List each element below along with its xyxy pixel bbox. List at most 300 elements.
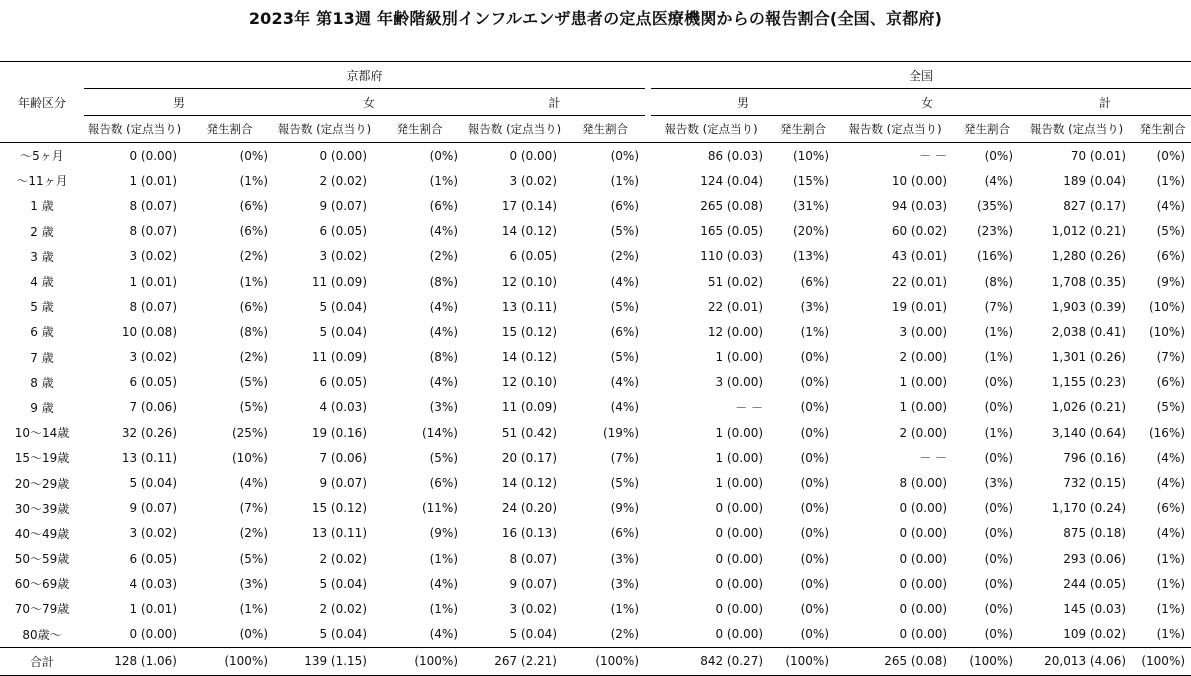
ratio-cell: (0%) [984, 501, 1014, 516]
age-cell: 15～19歳 [14, 451, 70, 466]
table-row [0, 596, 1191, 621]
report-count-cell: 5 (0.04) [319, 299, 367, 314]
ratio-cell: (100%) [1134, 647, 1191, 675]
age-cell: 2 歳 [30, 224, 54, 239]
age-header-top [0, 62, 84, 89]
report-count-cell: 265 (0.08) [700, 198, 764, 213]
ratio-cell: (16%) [1148, 425, 1186, 440]
report-count-cell: 11 (0.09) [311, 350, 367, 365]
ratio-cell: (7%) [239, 501, 268, 516]
report-count-cell: 0 (0.00) [899, 576, 948, 591]
ratio-cell: (4%) [429, 224, 458, 239]
report-count-cell: 1 (0.00) [715, 350, 764, 365]
region-header-kyoto: 京都府 [84, 62, 645, 89]
ratio-cell: (0%) [800, 576, 830, 591]
sex-header-total: 計 [464, 89, 645, 116]
ratio-cell: (0%) [239, 148, 268, 163]
report-count-cell: 2,038 (0.41) [1051, 324, 1127, 339]
report-count-header: 報告数 (定点当り) [84, 116, 185, 143]
ratio-cell: (0%) [429, 148, 458, 163]
report-count-cell: 1 (0.01) [129, 274, 177, 289]
ratio-cell: (2%) [429, 249, 458, 264]
ratio-header: 発生割合 [771, 116, 835, 143]
ratio-cell: (0%) [610, 148, 640, 163]
table-row [0, 370, 1191, 395]
ratio-cell: (1%) [1156, 601, 1186, 616]
table-row [0, 219, 1191, 244]
ratio-cell: (23%) [976, 224, 1014, 239]
table-row [0, 294, 1191, 319]
report-count-cell: 14 (0.12) [501, 476, 557, 491]
report-count-cell: 3,140 (0.64) [1051, 425, 1127, 440]
report-count-cell: 0 (0.00) [129, 148, 177, 163]
table-row [0, 193, 1191, 218]
age-cell: 8 歳 [30, 375, 54, 390]
report-count-cell: 5 (0.04) [319, 627, 367, 642]
ratio-cell: (20%) [792, 224, 830, 239]
report-count-cell: 109 (0.02) [1063, 627, 1127, 642]
report-count-cell: 1,170 (0.24) [1051, 501, 1127, 516]
ratio-cell: (1%) [1156, 173, 1186, 188]
report-count-header: 報告数 (定点当り) [274, 116, 375, 143]
report-count-cell: 0 (0.00) [715, 601, 764, 616]
report-count-cell: 1 (0.00) [715, 476, 764, 491]
ratio-cell: (4%) [1156, 476, 1186, 491]
report-count-cell: 22 (0.01) [707, 299, 764, 314]
report-count-cell: 1,012 (0.21) [1051, 224, 1127, 239]
ratio-cell: (100%) [771, 647, 835, 675]
report-count-cell: 19 (0.01) [891, 299, 948, 314]
ratio-cell: (1%) [610, 601, 640, 616]
report-count-cell: 51 (0.02) [707, 274, 764, 289]
ratio-cell: (0%) [984, 450, 1014, 465]
age-cell: ～5ヶ月 [20, 149, 64, 164]
report-count-cell: 732 (0.15) [1063, 476, 1127, 491]
report-count-cell: 9 (0.07) [509, 576, 557, 591]
ratio-cell: (3%) [610, 576, 640, 591]
ratio-cell: (100%) [955, 647, 1019, 675]
ratio-cell: (0%) [800, 476, 830, 491]
report-count-cell: 1,708 (0.35) [1051, 274, 1127, 289]
age-cell: 7 歳 [30, 350, 54, 365]
ratio-cell: (1%) [239, 274, 268, 289]
ratio-cell: (0%) [984, 400, 1014, 415]
ratio-cell: (35%) [976, 198, 1014, 213]
age-cell: 20～29歳 [14, 476, 70, 491]
page-title: 2023年 第13週 年齢階級別インフルエンザ患者の定点医療機関からの報告割合(全国、京都府) [248, 9, 943, 28]
ratio-cell: (8%) [429, 350, 458, 365]
ratio-cell: (8%) [429, 274, 458, 289]
sex-header-female: 女 [835, 89, 1019, 116]
ratio-cell: (1%) [239, 173, 268, 188]
sex-header-total: 計 [1019, 89, 1191, 116]
ratio-cell: (3%) [610, 551, 640, 566]
report-count-cell: 5 (0.04) [319, 324, 367, 339]
report-count-cell: 0 (0.00) [899, 501, 948, 516]
ratio-cell: (9%) [429, 526, 458, 541]
ratio-cell: (4%) [610, 400, 640, 415]
report-count-cell: 12 (0.00) [707, 324, 764, 339]
report-count-cell: 3 (0.00) [899, 324, 948, 339]
report-count-cell: 139 (1.15) [274, 647, 375, 675]
ratio-cell: (0%) [984, 601, 1014, 616]
report-count-header: 報告数 (定点当り) [651, 116, 771, 143]
table-row [0, 395, 1191, 420]
ratio-cell: (7%) [1156, 350, 1186, 365]
report-count-cell: 6 (0.05) [129, 551, 177, 566]
ratio-cell: (0%) [984, 148, 1014, 163]
report-count-cell: 1,903 (0.39) [1051, 299, 1127, 314]
ratio-cell: (25%) [231, 425, 268, 440]
report-count-cell: － － [735, 400, 764, 415]
report-count-cell: 86 (0.03) [707, 148, 764, 163]
report-count-cell: 0 (0.00) [899, 627, 948, 642]
ratio-cell: (6%) [610, 526, 640, 541]
age-header: 年齢区分 [17, 95, 66, 110]
report-count-cell: 9 (0.07) [319, 476, 367, 491]
ratio-cell: (100%) [565, 647, 645, 675]
report-count-cell: 15 (0.12) [311, 501, 367, 516]
report-count-cell: 16 (0.13) [501, 526, 557, 541]
report-count-cell: 0 (0.00) [715, 526, 764, 541]
report-count-cell: 7 (0.06) [319, 450, 367, 465]
report-count-header: 報告数 (定点当り) [1019, 116, 1134, 143]
sex-header-male: 男 [651, 89, 835, 116]
ratio-cell: (3%) [800, 299, 830, 314]
report-count-cell: 4 (0.03) [319, 400, 367, 415]
ratio-cell: (0%) [984, 526, 1014, 541]
report-count-cell: 1,026 (0.21) [1051, 400, 1127, 415]
ratio-cell: (1%) [429, 173, 458, 188]
report-count-cell: 265 (0.08) [835, 647, 955, 675]
ratio-cell: (6%) [800, 274, 830, 289]
report-count-cell: 19 (0.16) [311, 425, 367, 440]
age-cell: ～11ヶ月 [16, 174, 68, 189]
report-count-cell: 1 (0.00) [715, 450, 764, 465]
report-count-cell: 0 (0.00) [715, 551, 764, 566]
ratio-cell: (3%) [984, 476, 1014, 491]
report-count-cell: 875 (0.18) [1063, 526, 1127, 541]
ratio-cell: (0%) [239, 627, 268, 642]
ratio-cell: (6%) [429, 476, 458, 491]
ratio-cell: (2%) [239, 249, 268, 264]
table-row [0, 445, 1191, 470]
ratio-cell: (0%) [800, 425, 830, 440]
ratio-cell: (5%) [239, 375, 268, 390]
report-count-cell: 4 (0.03) [129, 576, 177, 591]
ratio-cell: (16%) [976, 249, 1014, 264]
ratio-cell: (31%) [792, 198, 830, 213]
ratio-cell: (5%) [239, 551, 268, 566]
report-count-cell: － － [919, 451, 948, 466]
age-cell: 6 歳 [30, 325, 54, 340]
report-count-cell: 10 (0.00) [891, 173, 948, 188]
table-row [0, 244, 1191, 269]
report-count-cell: 14 (0.12) [501, 350, 557, 365]
report-count-cell: 22 (0.01) [891, 274, 948, 289]
report-count-cell: 32 (0.26) [121, 425, 177, 440]
ratio-cell: (7%) [984, 299, 1014, 314]
ratio-cell: (6%) [239, 224, 268, 239]
ratio-header: 発生割合 [565, 116, 645, 143]
ratio-cell: (4%) [1156, 450, 1186, 465]
report-count-cell: 11 (0.09) [311, 274, 367, 289]
age-cell: 70～79歳 [14, 602, 70, 617]
report-count-cell: 6 (0.05) [509, 249, 557, 264]
ratio-header: 発生割合 [375, 116, 464, 143]
ratio-cell: (5%) [429, 450, 458, 465]
region-header-national: 全国 [651, 62, 1191, 89]
report-count-cell: 1 (0.00) [715, 425, 764, 440]
ratio-cell: (0%) [800, 450, 830, 465]
report-count-cell: 2 (0.00) [899, 350, 948, 365]
ratio-cell: (2%) [610, 627, 640, 642]
report-count-cell: 0 (0.00) [899, 526, 948, 541]
ratio-cell: (19%) [602, 425, 640, 440]
ratio-cell: (1%) [1156, 576, 1186, 591]
ratio-cell: (5%) [610, 476, 640, 491]
report-count-cell: 8 (0.07) [129, 198, 177, 213]
ratio-cell: (0%) [984, 576, 1014, 591]
report-count-cell: 2 (0.02) [319, 551, 367, 566]
ratio-cell: (1%) [429, 551, 458, 566]
report-count-cell: 15 (0.12) [501, 324, 557, 339]
ratio-cell: (4%) [429, 627, 458, 642]
ratio-cell: (7%) [610, 450, 640, 465]
report-count-cell: 6 (0.05) [319, 375, 367, 390]
report-count-cell: 1,280 (0.26) [1051, 249, 1127, 264]
report-count-cell: 189 (0.04) [1063, 173, 1127, 188]
table-row [0, 269, 1191, 294]
report-count-cell: 20,013 (4.06) [1019, 647, 1134, 675]
ratio-cell: (11%) [421, 501, 458, 516]
ratio-cell: (0%) [800, 627, 830, 642]
ratio-cell: (14%) [421, 425, 458, 440]
ratio-cell: (4%) [984, 173, 1014, 188]
report-count-cell: 128 (1.06) [84, 647, 185, 675]
ratio-cell: (0%) [800, 551, 830, 566]
age-cell: 80歳～ [22, 627, 62, 642]
ratio-header: 発生割合 [1134, 116, 1191, 143]
ratio-cell: (0%) [800, 400, 830, 415]
influenza-age-table [0, 61, 1191, 676]
ratio-cell: (1%) [984, 425, 1014, 440]
age-cell: 10～14歳 [14, 426, 70, 441]
ratio-cell: (0%) [800, 501, 830, 516]
ratio-cell: (0%) [800, 526, 830, 541]
ratio-cell: (1%) [239, 601, 268, 616]
ratio-cell: (100%) [375, 647, 464, 675]
age-cell: 1 歳 [30, 199, 54, 214]
ratio-cell: (1%) [429, 601, 458, 616]
ratio-cell: (2%) [239, 526, 268, 541]
ratio-cell: (4%) [239, 476, 268, 491]
report-count-header: 報告数 (定点当り) [835, 116, 955, 143]
ratio-header: 発生割合 [185, 116, 274, 143]
ratio-cell: (0%) [1156, 148, 1186, 163]
report-count-cell: 1 (0.00) [899, 375, 948, 390]
ratio-cell: (6%) [239, 198, 268, 213]
ratio-cell: (1%) [984, 350, 1014, 365]
table-row [0, 571, 1191, 596]
report-count-cell: 0 (0.00) [715, 627, 764, 642]
report-count-cell: 0 (0.00) [899, 601, 948, 616]
report-count-cell: 165 (0.05) [700, 224, 764, 239]
ratio-cell: (5%) [610, 350, 640, 365]
report-count-cell: 2 (0.00) [899, 425, 948, 440]
ratio-cell: (10%) [792, 148, 830, 163]
ratio-cell: (10%) [1148, 299, 1186, 314]
report-count-cell: 9 (0.07) [129, 501, 177, 516]
ratio-cell: (6%) [1156, 375, 1186, 390]
table-row [0, 143, 1191, 169]
table-row [0, 168, 1191, 193]
ratio-cell: (0%) [984, 551, 1014, 566]
age-cell: 合計 [0, 647, 84, 675]
sex-header-female: 女 [274, 89, 464, 116]
ratio-cell: (0%) [800, 350, 830, 365]
report-count-cell: 3 (0.02) [129, 350, 177, 365]
age-cell: 50～59歳 [14, 552, 70, 567]
report-count-cell: 0 (0.00) [899, 551, 948, 566]
ratio-cell: (2%) [610, 249, 640, 264]
report-count-cell: 0 (0.00) [319, 148, 367, 163]
ratio-cell: (13%) [792, 249, 830, 264]
ratio-cell: (1%) [1156, 551, 1186, 566]
report-count-cell: 827 (0.17) [1063, 198, 1127, 213]
report-count-cell: 11 (0.09) [501, 400, 557, 415]
table-row [0, 546, 1191, 571]
report-count-cell: 8 (0.07) [509, 551, 557, 566]
ratio-header: 発生割合 [955, 116, 1019, 143]
ratio-cell: (9%) [610, 501, 640, 516]
ratio-cell: (6%) [429, 198, 458, 213]
age-cell: 4 歳 [30, 275, 54, 290]
report-count-cell: 7 (0.06) [129, 400, 177, 415]
report-count-cell: 145 (0.03) [1063, 601, 1127, 616]
report-count-cell: 5 (0.04) [319, 576, 367, 591]
report-count-cell: 6 (0.05) [129, 375, 177, 390]
table-row [0, 496, 1191, 521]
report-count-cell: 3 (0.02) [319, 249, 367, 264]
ratio-cell: (4%) [429, 375, 458, 390]
ratio-cell: (4%) [429, 324, 458, 339]
report-count-cell: 8 (0.07) [129, 299, 177, 314]
ratio-cell: (4%) [610, 375, 640, 390]
report-count-cell: 94 (0.03) [891, 198, 948, 213]
ratio-cell: (3%) [429, 400, 458, 415]
ratio-cell: (6%) [239, 299, 268, 314]
report-count-cell: 1 (0.00) [899, 400, 948, 415]
report-count-cell: 12 (0.10) [501, 375, 557, 390]
ratio-cell: (10%) [231, 450, 268, 465]
ratio-cell: (1%) [610, 173, 640, 188]
age-cell: 5 歳 [30, 300, 54, 315]
table-row [0, 319, 1191, 344]
report-count-header: 報告数 (定点当り) [464, 116, 565, 143]
report-count-cell: 13 (0.11) [501, 299, 557, 314]
report-count-cell: 2 (0.02) [319, 173, 367, 188]
report-count-cell: 1 (0.01) [129, 173, 177, 188]
report-count-cell: 3 (0.00) [715, 375, 764, 390]
ratio-cell: (0%) [984, 627, 1014, 642]
report-count-cell: 124 (0.04) [700, 173, 764, 188]
age-cell: 40～49歳 [14, 526, 70, 541]
report-count-cell: 14 (0.12) [501, 224, 557, 239]
report-count-cell: 20 (0.17) [501, 450, 557, 465]
report-count-cell: 3 (0.02) [509, 173, 557, 188]
ratio-cell: (0%) [800, 375, 830, 390]
ratio-cell: (4%) [429, 576, 458, 591]
report-count-cell: 12 (0.10) [501, 274, 557, 289]
report-count-cell: 17 (0.14) [501, 198, 557, 213]
ratio-cell: (5%) [239, 400, 268, 415]
report-count-cell: 5 (0.04) [129, 476, 177, 491]
ratio-cell: (4%) [1156, 526, 1186, 541]
ratio-cell: (0%) [800, 601, 830, 616]
ratio-cell: (5%) [1156, 224, 1186, 239]
ratio-cell: (8%) [239, 324, 268, 339]
ratio-cell: (6%) [610, 198, 640, 213]
ratio-cell: (100%) [185, 647, 274, 675]
ratio-cell: (1%) [800, 324, 830, 339]
report-count-cell: 13 (0.11) [121, 450, 177, 465]
ratio-cell: (10%) [1148, 324, 1186, 339]
report-count-cell: 0 (0.00) [715, 501, 764, 516]
report-count-cell: 0 (0.00) [129, 627, 177, 642]
report-count-cell: － － [919, 149, 948, 164]
report-count-cell: 0 (0.00) [715, 576, 764, 591]
table-row [0, 420, 1191, 445]
report-count-cell: 5 (0.04) [509, 627, 557, 642]
ratio-cell: (15%) [792, 173, 830, 188]
report-count-cell: 3 (0.02) [129, 249, 177, 264]
age-cell: 30～39歳 [14, 501, 70, 516]
table-row [0, 622, 1191, 648]
ratio-cell: (9%) [1156, 274, 1186, 289]
ratio-cell: (2%) [239, 350, 268, 365]
report-count-cell: 1 (0.01) [129, 601, 177, 616]
ratio-cell: (4%) [610, 274, 640, 289]
total-row [0, 647, 1191, 675]
table-row [0, 470, 1191, 495]
report-count-cell: 293 (0.06) [1063, 551, 1127, 566]
report-count-cell: 1,301 (0.26) [1051, 350, 1127, 365]
report-count-cell: 10 (0.08) [121, 324, 177, 339]
ratio-cell: (6%) [1156, 501, 1186, 516]
report-count-cell: 3 (0.02) [509, 601, 557, 616]
sex-header-male: 男 [84, 89, 274, 116]
report-count-cell: 13 (0.11) [311, 526, 367, 541]
report-count-cell: 8 (0.07) [129, 224, 177, 239]
ratio-cell: (6%) [610, 324, 640, 339]
report-count-cell: 267 (2.21) [464, 647, 565, 675]
report-count-cell: 1,155 (0.23) [1051, 375, 1127, 390]
report-count-cell: 842 (0.27) [651, 647, 771, 675]
ratio-cell: (5%) [610, 224, 640, 239]
ratio-cell: (4%) [1156, 198, 1186, 213]
report-count-cell: 51 (0.42) [501, 425, 557, 440]
report-count-cell: 60 (0.02) [891, 224, 948, 239]
report-count-cell: 110 (0.03) [700, 249, 764, 264]
ratio-cell: (8%) [984, 274, 1014, 289]
report-count-cell: 8 (0.00) [899, 476, 948, 491]
age-cell: 60～69歳 [14, 577, 70, 592]
report-count-cell: 70 (0.01) [1070, 148, 1127, 163]
ratio-cell: (3%) [239, 576, 268, 591]
report-count-cell: 43 (0.01) [891, 249, 948, 264]
ratio-cell: (4%) [429, 299, 458, 314]
